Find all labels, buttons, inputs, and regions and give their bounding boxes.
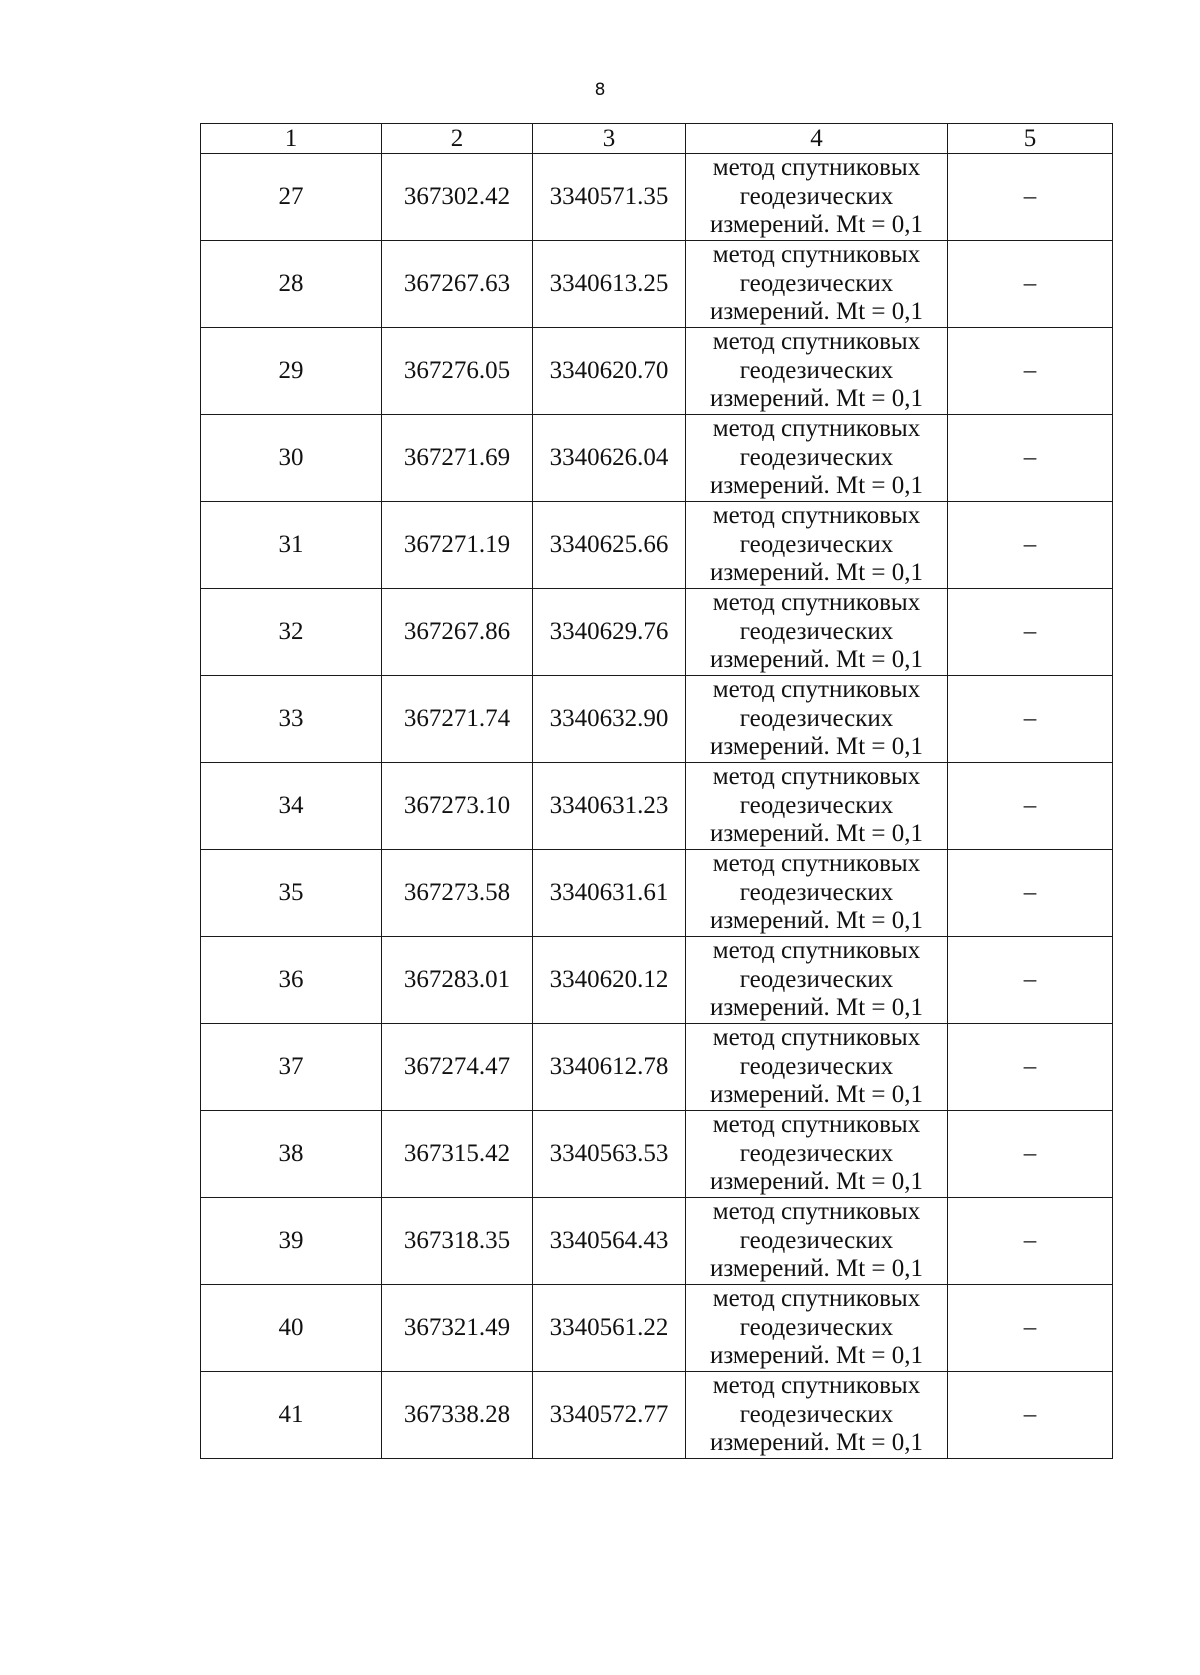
- note-cell: –: [948, 850, 1113, 937]
- note-cell: –: [948, 937, 1113, 1024]
- point-number-cell: 32: [201, 589, 382, 676]
- method-text-line: метод спутниковых: [712, 850, 921, 878]
- method-text-line: геодезических: [739, 1400, 894, 1428]
- method-text-line: измерений. Mt = 0,1: [709, 1255, 924, 1283]
- method-text-line: геодезических: [739, 1313, 894, 1341]
- x-coordinate-cell: 367274.47: [382, 1024, 533, 1111]
- y-coordinate-cell: 3340561.22: [533, 1285, 686, 1372]
- method-text-line: измерений. Mt = 0,1: [709, 1429, 924, 1457]
- note-cell: –: [948, 502, 1113, 589]
- method-text-line: метод спутниковых: [712, 1372, 921, 1400]
- method-cell: [686, 937, 948, 1024]
- column-header-5: 5: [948, 124, 1113, 154]
- y-coordinate-cell: 3340572.77: [533, 1372, 686, 1459]
- x-coordinate-cell: 367271.74: [382, 676, 533, 763]
- method-text-line: измерений. Mt = 0,1: [709, 211, 924, 239]
- table-row: [201, 502, 1113, 589]
- column-header-4: 4: [686, 124, 948, 154]
- method-text-line: измерений. Mt = 0,1: [709, 994, 924, 1022]
- method-cell: [686, 154, 948, 241]
- table-row: [201, 154, 1113, 241]
- note-cell: –: [948, 1111, 1113, 1198]
- y-coordinate-cell: 3340631.23: [533, 763, 686, 850]
- method-cell: [686, 502, 948, 589]
- method-text-line: геодезических: [739, 704, 894, 732]
- note-cell: –: [948, 154, 1113, 241]
- method-text-line: метод спутниковых: [712, 763, 921, 791]
- method-text-line: метод спутниковых: [712, 1024, 921, 1052]
- table-row: [201, 1111, 1113, 1198]
- x-coordinate-cell: 367315.42: [382, 1111, 533, 1198]
- method-text-line: метод спутниковых: [712, 502, 921, 530]
- method-text-line: геодезических: [739, 791, 894, 819]
- note-cell: –: [948, 241, 1113, 328]
- method-text-line: измерений. Mt = 0,1: [709, 559, 924, 587]
- note-cell: –: [948, 763, 1113, 850]
- coordinates-table: [200, 123, 1113, 1459]
- x-coordinate-cell: 367302.42: [382, 154, 533, 241]
- method-text-line: метод спутниковых: [712, 676, 921, 704]
- point-number-cell: 37: [201, 1024, 382, 1111]
- y-coordinate-cell: 3340613.25: [533, 241, 686, 328]
- x-coordinate-cell: 367273.58: [382, 850, 533, 937]
- point-number-cell: 39: [201, 1198, 382, 1285]
- table-row: [201, 1024, 1113, 1111]
- x-coordinate-cell: 367276.05: [382, 328, 533, 415]
- method-text-line: метод спутниковых: [712, 328, 921, 356]
- y-coordinate-cell: 3340563.53: [533, 1111, 686, 1198]
- note-cell: –: [948, 1024, 1113, 1111]
- point-number-cell: 31: [201, 502, 382, 589]
- method-text-line: метод спутниковых: [712, 1198, 921, 1226]
- method-cell: [686, 850, 948, 937]
- table-row: [201, 415, 1113, 502]
- table-row: [201, 1285, 1113, 1372]
- method-text-line: измерений. Mt = 0,1: [709, 472, 924, 500]
- method-cell: [686, 1111, 948, 1198]
- point-number-cell: 29: [201, 328, 382, 415]
- column-header-1: 1: [201, 124, 382, 154]
- x-coordinate-cell: 367318.35: [382, 1198, 533, 1285]
- point-number-cell: 40: [201, 1285, 382, 1372]
- table-body: [201, 154, 1113, 1459]
- point-number-cell: 34: [201, 763, 382, 850]
- note-cell: –: [948, 328, 1113, 415]
- point-number-cell: 38: [201, 1111, 382, 1198]
- y-coordinate-cell: 3340629.76: [533, 589, 686, 676]
- y-coordinate-cell: 3340626.04: [533, 415, 686, 502]
- note-cell: –: [948, 589, 1113, 676]
- method-cell: [686, 763, 948, 850]
- method-cell: [686, 328, 948, 415]
- table-header-row: [201, 124, 1113, 154]
- y-coordinate-cell: 3340571.35: [533, 154, 686, 241]
- method-text-line: геодезических: [739, 965, 894, 993]
- method-text-line: геодезических: [739, 356, 894, 384]
- method-text-line: геодезических: [739, 878, 894, 906]
- note-cell: –: [948, 1372, 1113, 1459]
- x-coordinate-cell: 367321.49: [382, 1285, 533, 1372]
- y-coordinate-cell: 3340631.61: [533, 850, 686, 937]
- method-text-line: геодезических: [739, 443, 894, 471]
- column-header-2: 2: [382, 124, 533, 154]
- y-coordinate-cell: 3340620.70: [533, 328, 686, 415]
- method-cell: [686, 415, 948, 502]
- x-coordinate-cell: 367267.63: [382, 241, 533, 328]
- method-cell: [686, 1024, 948, 1111]
- method-text-line: измерений. Mt = 0,1: [709, 385, 924, 413]
- table-row: [201, 328, 1113, 415]
- note-cell: –: [948, 676, 1113, 763]
- x-coordinate-cell: 367283.01: [382, 937, 533, 1024]
- point-number-cell: 30: [201, 415, 382, 502]
- method-text-line: геодезических: [739, 1139, 894, 1167]
- method-text-line: геодезических: [739, 530, 894, 558]
- note-cell: –: [948, 1285, 1113, 1372]
- point-number-cell: 36: [201, 937, 382, 1024]
- point-number-cell: 28: [201, 241, 382, 328]
- x-coordinate-cell: 367338.28: [382, 1372, 533, 1459]
- method-text-line: геодезических: [739, 1226, 894, 1254]
- column-header-3: 3: [533, 124, 686, 154]
- table-row: [201, 1198, 1113, 1285]
- note-cell: –: [948, 415, 1113, 502]
- method-cell: [686, 676, 948, 763]
- y-coordinate-cell: 3340632.90: [533, 676, 686, 763]
- method-text-line: геодезических: [739, 1052, 894, 1080]
- y-coordinate-cell: 3340564.43: [533, 1198, 686, 1285]
- note-cell: –: [948, 1198, 1113, 1285]
- method-text-line: метод спутниковых: [712, 241, 921, 269]
- method-text-line: измерений. Mt = 0,1: [709, 733, 924, 761]
- method-text-line: измерений. Mt = 0,1: [709, 820, 924, 848]
- method-text-line: измерений. Mt = 0,1: [709, 1342, 924, 1370]
- method-text-line: метод спутниковых: [712, 1285, 921, 1313]
- method-text-line: метод спутниковых: [712, 589, 921, 617]
- method-text-line: метод спутниковых: [712, 415, 921, 443]
- point-number-cell: 41: [201, 1372, 382, 1459]
- method-cell: [686, 241, 948, 328]
- page-number: 8: [594, 80, 606, 100]
- method-text-line: измерений. Mt = 0,1: [709, 907, 924, 935]
- table-row: [201, 589, 1113, 676]
- method-cell: [686, 589, 948, 676]
- method-text-line: метод спутниковых: [712, 1111, 921, 1139]
- point-number-cell: 33: [201, 676, 382, 763]
- table-row: [201, 676, 1113, 763]
- method-text-line: метод спутниковых: [712, 937, 921, 965]
- x-coordinate-cell: 367271.19: [382, 502, 533, 589]
- table-row: [201, 241, 1113, 328]
- table-row: [201, 937, 1113, 1024]
- method-text-line: измерений. Mt = 0,1: [709, 1081, 924, 1109]
- method-text-line: измерений. Mt = 0,1: [709, 646, 924, 674]
- method-text-line: геодезических: [739, 269, 894, 297]
- y-coordinate-cell: 3340612.78: [533, 1024, 686, 1111]
- point-number-cell: 27: [201, 154, 382, 241]
- method-cell: [686, 1198, 948, 1285]
- method-cell: [686, 1372, 948, 1459]
- method-text-line: измерений. Mt = 0,1: [709, 298, 924, 326]
- y-coordinate-cell: 3340625.66: [533, 502, 686, 589]
- x-coordinate-cell: 367273.10: [382, 763, 533, 850]
- method-text-line: геодезических: [739, 182, 894, 210]
- x-coordinate-cell: 367267.86: [382, 589, 533, 676]
- method-cell: [686, 1285, 948, 1372]
- x-coordinate-cell: 367271.69: [382, 415, 533, 502]
- method-text-line: измерений. Mt = 0,1: [709, 1168, 924, 1196]
- point-number-cell: 35: [201, 850, 382, 937]
- method-text-line: геодезических: [739, 617, 894, 645]
- table-row: [201, 1372, 1113, 1459]
- table-row: [201, 763, 1113, 850]
- y-coordinate-cell: 3340620.12: [533, 937, 686, 1024]
- table-row: [201, 850, 1113, 937]
- method-text-line: метод спутниковых: [712, 154, 921, 182]
